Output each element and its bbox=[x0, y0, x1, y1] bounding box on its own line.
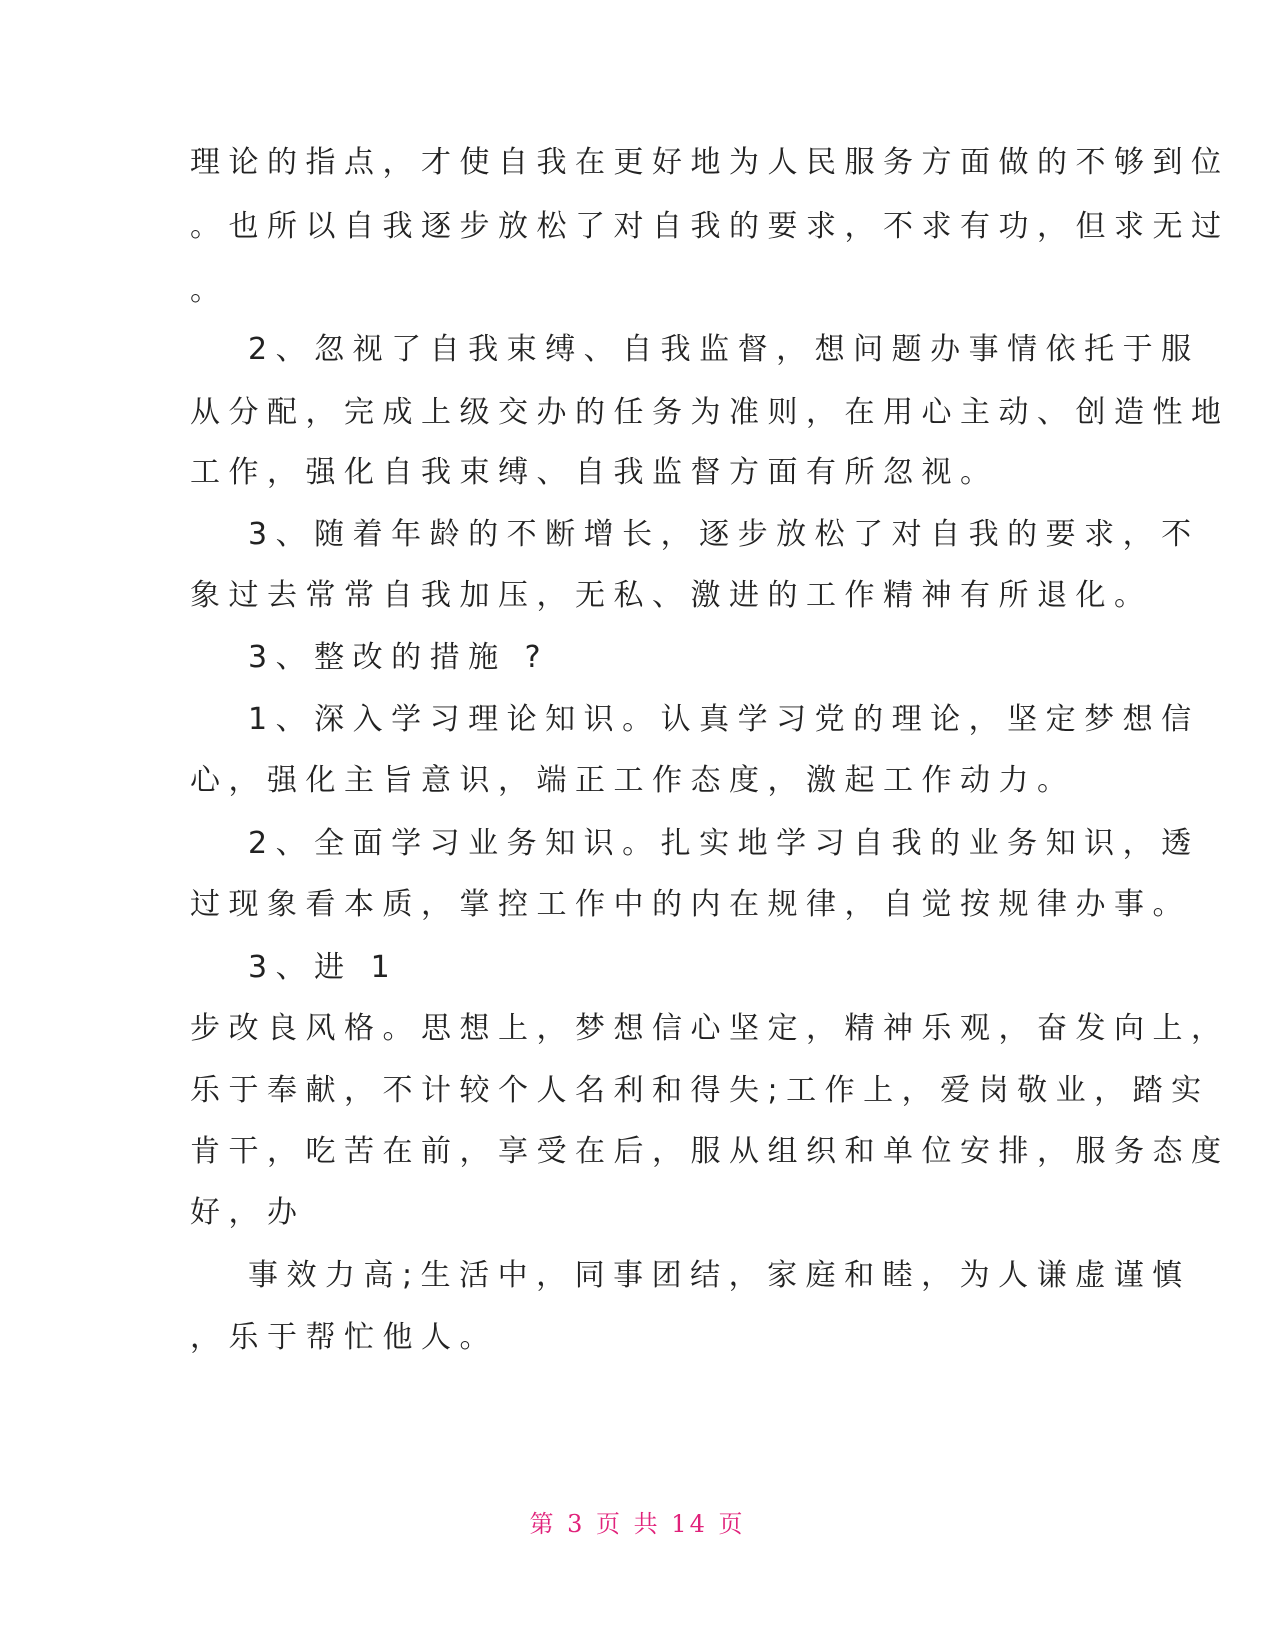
text-line: 心，强化主旨意识，端正工作态度，激起工作动力。 bbox=[190, 763, 1076, 798]
text-line: 象过去常常自我加压，无私、激进的工作精神有所退化。 bbox=[190, 578, 1153, 613]
text-line: 3、进 1 bbox=[248, 950, 399, 985]
text-line: 2、全面学习业务知识。扎实地学习自我的业务知识，透 bbox=[248, 826, 1200, 861]
text-line: 3、随着年龄的不断增长，逐步放松了对自我的要求，不 bbox=[248, 517, 1200, 552]
text-line: 肯干，吃苦在前，享受在后，服从组织和单位安排，服务态度 bbox=[190, 1134, 1230, 1169]
text-line: ，乐于帮忙他人。 bbox=[190, 1320, 498, 1355]
text-line: 乐于奉献，不计较个人名利和得失;工作上，爱岗敬业，踏实 bbox=[190, 1073, 1210, 1108]
text-line: 1、深入学习理论知识。认真学习党的理论，坚定梦想信 bbox=[248, 702, 1200, 737]
page-number-footer: 第 3 页 共 14 页 bbox=[529, 1510, 746, 1538]
text-line: 过现象看本质，掌控工作中的内在规律，自觉按规律办事。 bbox=[190, 887, 1191, 922]
text-line: 事效力高;生活中，同事团结，家庭和睦，为人谦虚谨慎 bbox=[248, 1258, 1191, 1293]
text-line: 理论的指点，才使自我在更好地为人民服务方面做的不够到位 bbox=[190, 145, 1230, 180]
text-line: 3、整改的措施 ? bbox=[248, 640, 550, 675]
text-line: 。 bbox=[190, 273, 229, 308]
text-line: 2、忽视了自我束缚、自我监督，想问题办事情依托于服 bbox=[248, 332, 1200, 367]
text-line: 工作，强化自我束缚、自我监督方面有所忽视。 bbox=[190, 455, 999, 490]
text-line: 。也所以自我逐步放松了对自我的要求，不求有功，但求无过 bbox=[190, 209, 1230, 244]
text-line: 步改良风格。思想上，梦想信心坚定，精神乐观，奋发向上， bbox=[190, 1011, 1230, 1046]
text-line: 从分配，完成上级交办的任务为准则，在用心主动、创造性地 bbox=[190, 395, 1230, 430]
text-line: 好，办 bbox=[190, 1195, 306, 1230]
